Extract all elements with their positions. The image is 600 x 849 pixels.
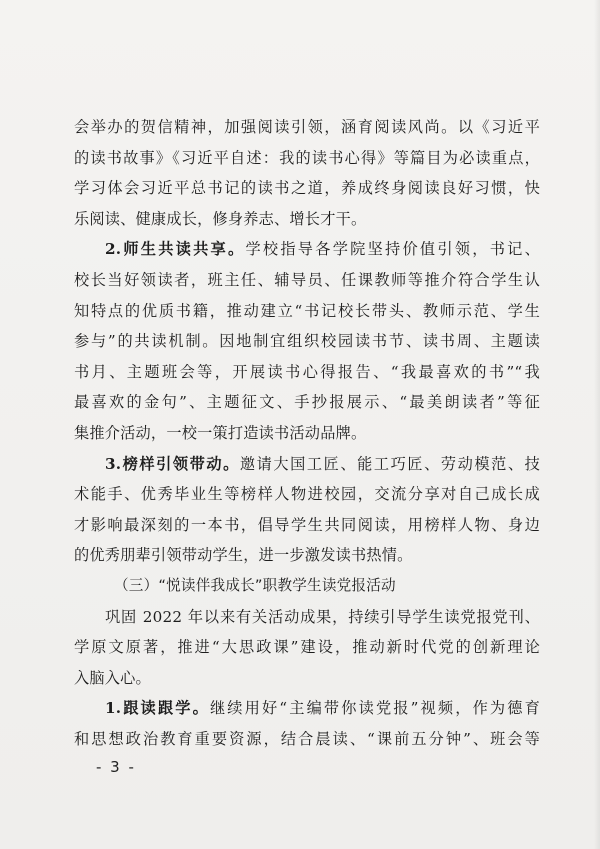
text-line — [74, 387, 540, 418]
line-text: 继续用好“主编带你读党报”视频，作为德育 — [209, 699, 540, 718]
line-text: 邀请大国工匠、能工巧匠、劳动模范、技 — [239, 454, 541, 473]
paragraph-heading-line — [74, 693, 540, 724]
paragraph-heading-line — [74, 234, 540, 265]
text-line — [74, 479, 540, 510]
line-text: 知特点的优质书籍，推动建立“书记校长带头、教师示范、学生 — [74, 301, 540, 320]
text-line — [74, 112, 540, 143]
line-text: 集推介活动，一校一策打造读书活动品牌。 — [74, 423, 367, 442]
line-text: 和思想政治教育重要资源，结合晨读、“课前五分钟”、班会等 — [74, 729, 540, 748]
paragraph-lead: 3.榜样引领带动。 — [105, 454, 240, 473]
line-text: 乐阅读、健康成长，修身养志、增长才干。 — [74, 209, 367, 228]
line-text: 书月、主题班会等，开展读书心得报告、“我最喜欢的书”“我 — [74, 362, 540, 381]
paragraph-heading-line — [74, 449, 540, 480]
line-text: 入脑入心。 — [74, 668, 151, 687]
line-text: 的读书故事》《习近平自述：我的读书心得》等篇目为必读重点， — [74, 148, 540, 167]
page-number: - 3 - — [96, 758, 136, 776]
text-line — [74, 265, 540, 296]
line-text: 的优秀朋辈引领带动学生，进一步激发读书热情。 — [74, 546, 413, 565]
text-line — [74, 418, 540, 449]
line-text: 术能手、优秀毕业生等榜样人物进校园，交流分享对自己成长成 — [74, 485, 540, 504]
line-text: 最喜欢的金句”、主题征文、手抄报展示、“最美朗读者”等征 — [74, 393, 540, 412]
text-line — [74, 724, 540, 755]
line-text: 学习体会习近平总书记的读书之道，养成终身阅读良好习惯，快 — [74, 179, 540, 198]
paragraph-lead: 2.师生共读共享。 — [105, 240, 246, 259]
text-line — [74, 326, 540, 357]
text-line — [74, 663, 540, 694]
line-text: 才影响最深刻的一本书，倡导学生共同阅读，用榜样人物、身边 — [74, 515, 540, 534]
line-text: 参与”的共读机制。因地制宜组织校园读书节、读书周、主题读 — [74, 332, 540, 351]
text-line — [74, 204, 540, 235]
text-line — [74, 540, 540, 571]
line-text: 会举办的贺信精神，加强阅读引领，涵育阅读风尚。以《习近平 — [74, 118, 540, 136]
document-body — [74, 112, 540, 754]
line-text: 巩固 2022 年以来有关活动成果，持续引导学生读党报党刊、 — [105, 607, 540, 626]
text-line — [74, 632, 540, 663]
text-line — [74, 173, 540, 204]
text-line — [74, 143, 540, 174]
paragraph-lead: 1.跟读跟学。 — [105, 699, 210, 718]
line-text: 学校指导各学院坚持价值引领，书记、 — [245, 240, 540, 259]
section-heading — [74, 571, 540, 602]
text-line — [74, 510, 540, 541]
text-line — [74, 357, 540, 388]
line-text: 校长当好领读者，班主任、辅导员、任课教师等推介符合学生认 — [74, 270, 540, 289]
scan-edge-shadow — [594, 0, 600, 849]
text-line — [74, 296, 540, 327]
text-line — [74, 602, 540, 633]
line-text: 学原文原著，推进“大思政课”建设，推动新时代党的创新理论 — [74, 638, 540, 657]
section-heading-text: （三）“悦读伴我成长”职教学生读党报活动 — [114, 576, 396, 594]
